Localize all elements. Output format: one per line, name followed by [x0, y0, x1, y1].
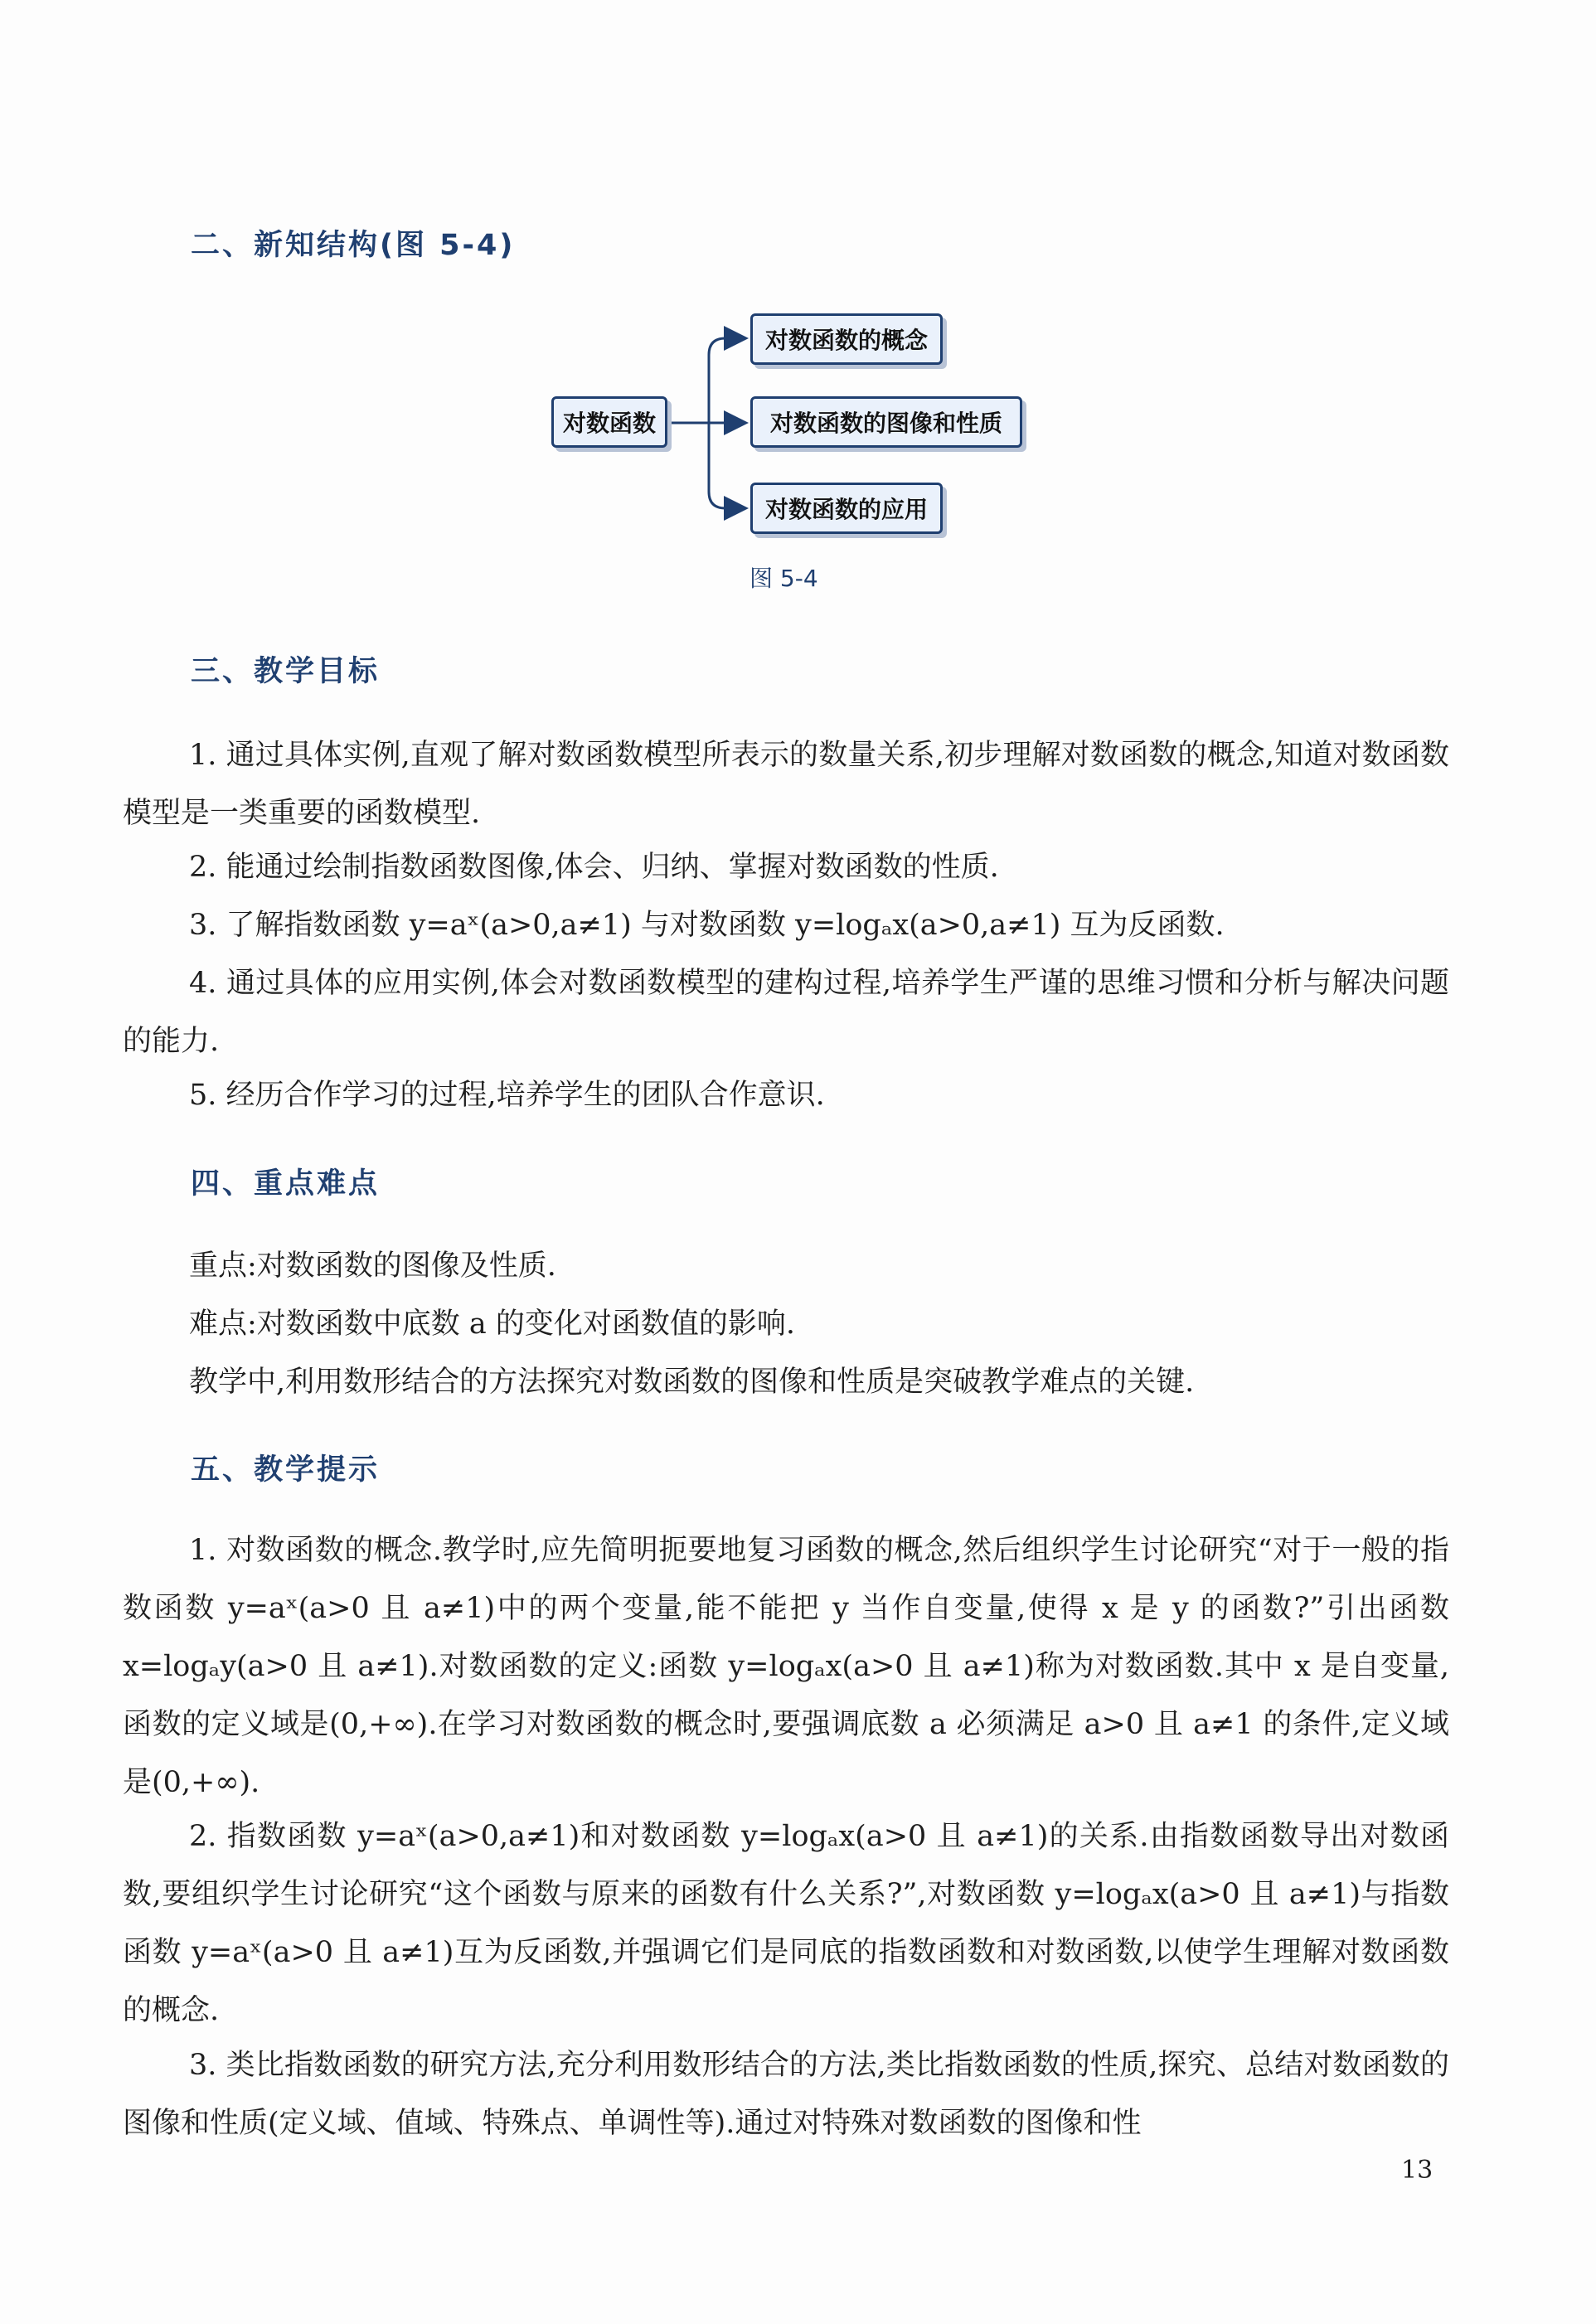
key-point-item: 教学中,利用数形结合的方法探究对数函数的图像和性质是突破教学难点的关键.	[189, 1366, 1195, 1399]
objective-item: 5. 经历合作学习的过程,培养学生的团队合作意识.	[189, 1079, 825, 1112]
diagram-node-application: 对数函数的应用	[750, 483, 943, 534]
diagram-node-concept: 对数函数的概念	[750, 313, 943, 365]
section-heading-hints: 五、教学提示	[191, 1453, 381, 1487]
objective-item: 2. 能通过绘制指数函数图像,体会、归纳、掌握对数函数的性质.	[189, 851, 999, 884]
section-heading-key-points: 四、重点难点	[191, 1167, 381, 1201]
key-point-item: 重点:对数函数的图像及性质.	[189, 1249, 556, 1283]
diagram-node-graph-properties: 对数函数的图像和性质	[750, 396, 1022, 448]
key-point-item: 难点:对数函数中底数 a 的变化对函数值的影响.	[189, 1308, 796, 1341]
hint-item: 3. 类比指数函数的研究方法,充分利用数形结合的方法,类比指数函数的性质,探究、总结对数函数的图像和性质(定义域、值域、特殊点、单调性等).通过对特殊对数函数的图像和性	[123, 2049, 1449, 2140]
hint-item: 1. 对数函数的概念.教学时,应先简明扼要地复习函数的概念,然后组织学生讨论研究“对于一般的指数函数 y=aˣ(a>0 且 a≠1)中的两个变量,能不能把 y 当作自变量,使得 x 是 y 的函数?”引出函数 x=logₐy(a>0 且 a≠1).对数函数的定义:函数 y=logₐx(a>0 且 a≠1)称为对数函数.其中 x 是自变量,函数的定义域是(0,+∞).在学习对数函数的概念时,要强调底数 a 必须满足 a>0 且 a≠1 的条件,定义域是(0,+∞).	[123, 1534, 1449, 1799]
hint-item: 2. 指数函数 y=aˣ(a>0,a≠1)和对数函数 y=logₐx(a>0 且 a≠1)的关系.由指数函数导出对数函数,要组织学生讨论研究“这个函数与原来的函数有什么关系?”,对数函数 y=logₐx(a>0 且 a≠1)与指数函数 y=aˣ(a>0 且 a≠1)互为反函数,并强调它们是同底的指数函数和对数函数,以使学生理解对数函数的概念.	[123, 1820, 1449, 2027]
section-heading-structure: 二、新知结构(图 5-4)	[191, 229, 516, 262]
page-number: 13	[1401, 2156, 1433, 2185]
diagram-connectors	[670, 338, 746, 508]
objective-item: 1. 通过具体实例,直观了解对数函数模型所表示的数量关系,初步理解对数函数的概念,知道对数函数模型是一类重要的函数模型.	[123, 739, 1449, 830]
section-heading-objectives: 三、教学目标	[191, 655, 381, 688]
figure-caption: 图 5-4	[749, 565, 818, 592]
objective-item: 3. 了解指数函数 y=aˣ(a>0,a≠1) 与对数函数 y=logₐx(a>0,a≠1) 互为反函数.	[189, 909, 1225, 942]
objective-item: 4. 通过具体的应用实例,体会对数函数模型的建构过程,培养学生严谨的思维习惯和分析与解决问题的能力.	[123, 967, 1449, 1058]
diagram-root-node: 对数函数	[551, 396, 667, 448]
